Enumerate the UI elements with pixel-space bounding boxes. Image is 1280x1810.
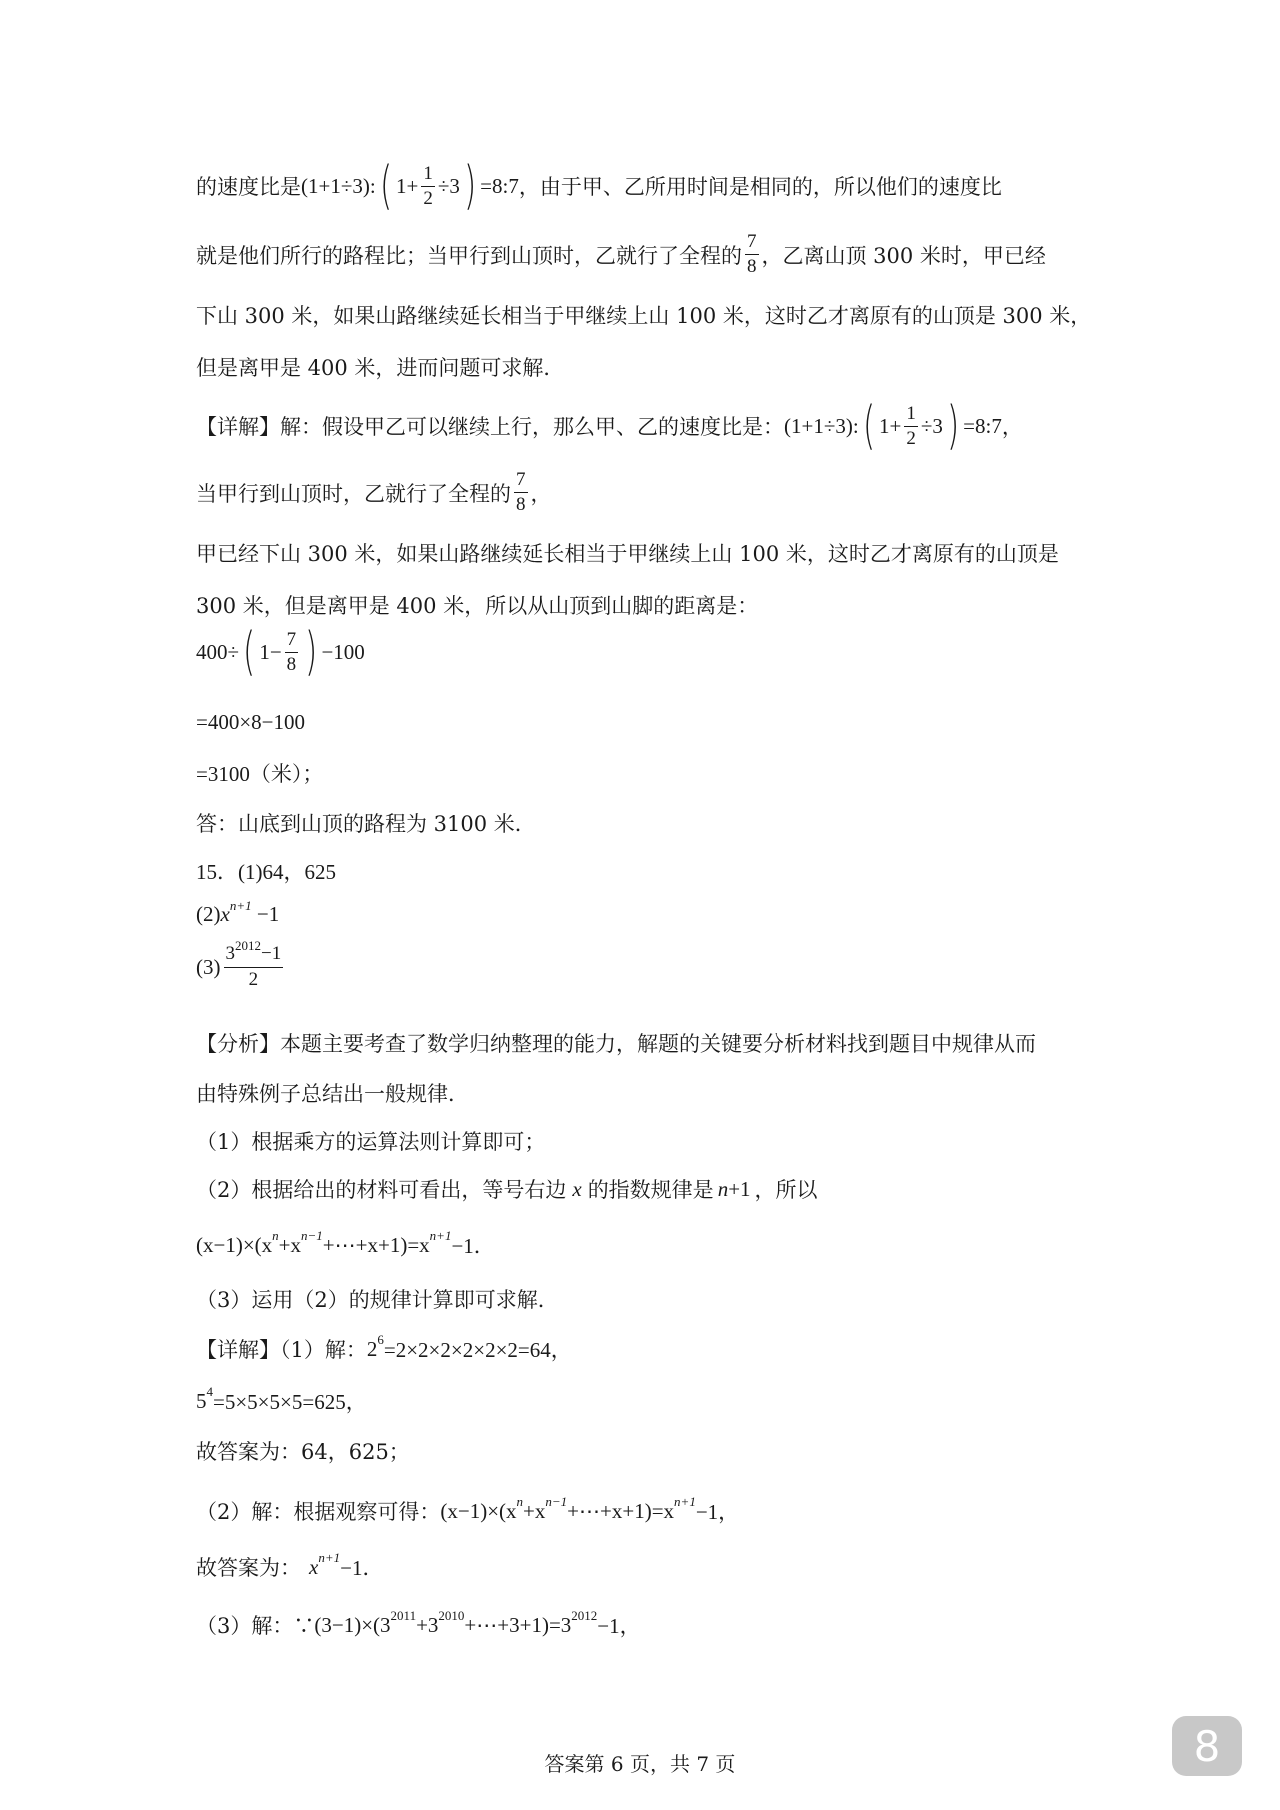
analysis2-formula: (x−1)×(x n +x n−1 +⋯+x+1)=x n+1 −1．	[196, 1228, 495, 1258]
equation-line-2: =400×8−100	[196, 710, 306, 734]
fraction-seven-eighths: $\frac{7}{8}$	[747, 231, 757, 277]
math-speed-ratio: (1+1÷3): ( 1+ $\frac{1}{2}$ ÷3 ) =8:7	[301, 156, 519, 216]
page-footer: 答案第 6 页，共 7 页	[544, 1752, 736, 1776]
question-15-line: 15．(1)64，625	[196, 860, 336, 884]
fraction-one-half: $\frac{1}{2}$	[423, 162, 433, 209]
solution-line-3: 故答案为：64，625；	[196, 1440, 410, 1464]
analysis2-line-3: （1）根据乘方的运算法则计算即可；	[196, 1130, 546, 1154]
detail-line-1: 【详解】解：假设甲乙可以继续上行，那么甲、乙的速度比是： (1+1÷3): ( 1+ $\frac{1}{2}$ ÷3 ) =8:7 ，	[196, 396, 1023, 456]
q15-part2: (2) x n+1 −1	[196, 897, 280, 926]
analysis2-line-1: 【分析】本题主要考查了数学归纳整理的能力，解题的关键要分析材料找到题目中规律从而	[196, 1032, 1036, 1056]
solution-line-5: 故答案为： x n+1 −1．	[196, 1550, 384, 1580]
equation-line-3: =3100（米）；	[196, 762, 324, 786]
analysis-line-4: 但是离甲是 400 米，进而问题可求解．	[196, 356, 565, 380]
equation-line-1: 400÷ ( 1− $\frac{7}{8}$ ) −100	[196, 622, 365, 682]
text: 的速度比是	[196, 175, 301, 199]
analysis-line-2: 就是他们所行的路程比；当甲行到山顶时，乙就行了全程的 $\frac{7}{8}$ ，乙离山顶 300 米时，甲已经	[196, 231, 1046, 277]
answer-line: 答：山底到山顶的路程为 3100 米．	[196, 812, 536, 836]
fraction-3pow2012: $\frac{3^{2012}-1}{2}$	[225, 938, 282, 990]
detail-line-3: 甲已经下山 300 米，如果山路继续延长相当于甲继续上山 100 米，这时乙才离原有的山顶是	[196, 542, 1059, 566]
solution-line-6: （3）解：∵ (3−1)×(3 2011 +3 2010 +⋯+3+1)=3 2012 −1，	[196, 1608, 641, 1638]
solution-line-4: （2）解：根据观察可得： (x−1)×(x n +x n−1 +⋯+x+1)=x n+1 −1，	[196, 1494, 740, 1524]
detail-line-4: 300 米，但是离甲是 400 米，所以从山顶到山脚的距离是：	[196, 594, 759, 618]
solution-line-2: 5 4 =5×5×5×5=625，	[196, 1384, 367, 1414]
q15-part3: (3) $\frac{3^{2012}-1}{2}$	[196, 938, 282, 990]
analysis-line-3: 下山 300 米，如果山路继续延长相当于甲继续上山 100 米，这时乙才离原有的山顶是 300 米，	[196, 304, 1092, 328]
text: ，由于甲、乙所用时间是相同的，所以他们的速度比	[518, 175, 1002, 199]
analysis2-line-6: （3）运用（2）的规律计算即可求解．	[196, 1288, 559, 1312]
page-number-badge[interactable]: 8	[1172, 1716, 1242, 1776]
analysis2-line-2: 由特殊例子总结出一般规律．	[196, 1082, 469, 1106]
detail-line-2: 当甲行到山顶时，乙就行了全程的 $\frac{7}{8}$ ，	[196, 469, 552, 515]
solution-line-1: 【详解】（1）解： 2 6 =2×2×2×2×2×2=64，	[196, 1332, 572, 1362]
analysis-line-1	[196, 156, 1002, 216]
math-speed-ratio-2: (1+1÷3): ( 1+ $\frac{1}{2}$ ÷3 ) =8:7	[784, 396, 1002, 456]
analysis2-line-4: （2）根据给出的材料可看出，等号右边 x 的指数规律是 n +1 ，所以	[196, 1176, 818, 1202]
